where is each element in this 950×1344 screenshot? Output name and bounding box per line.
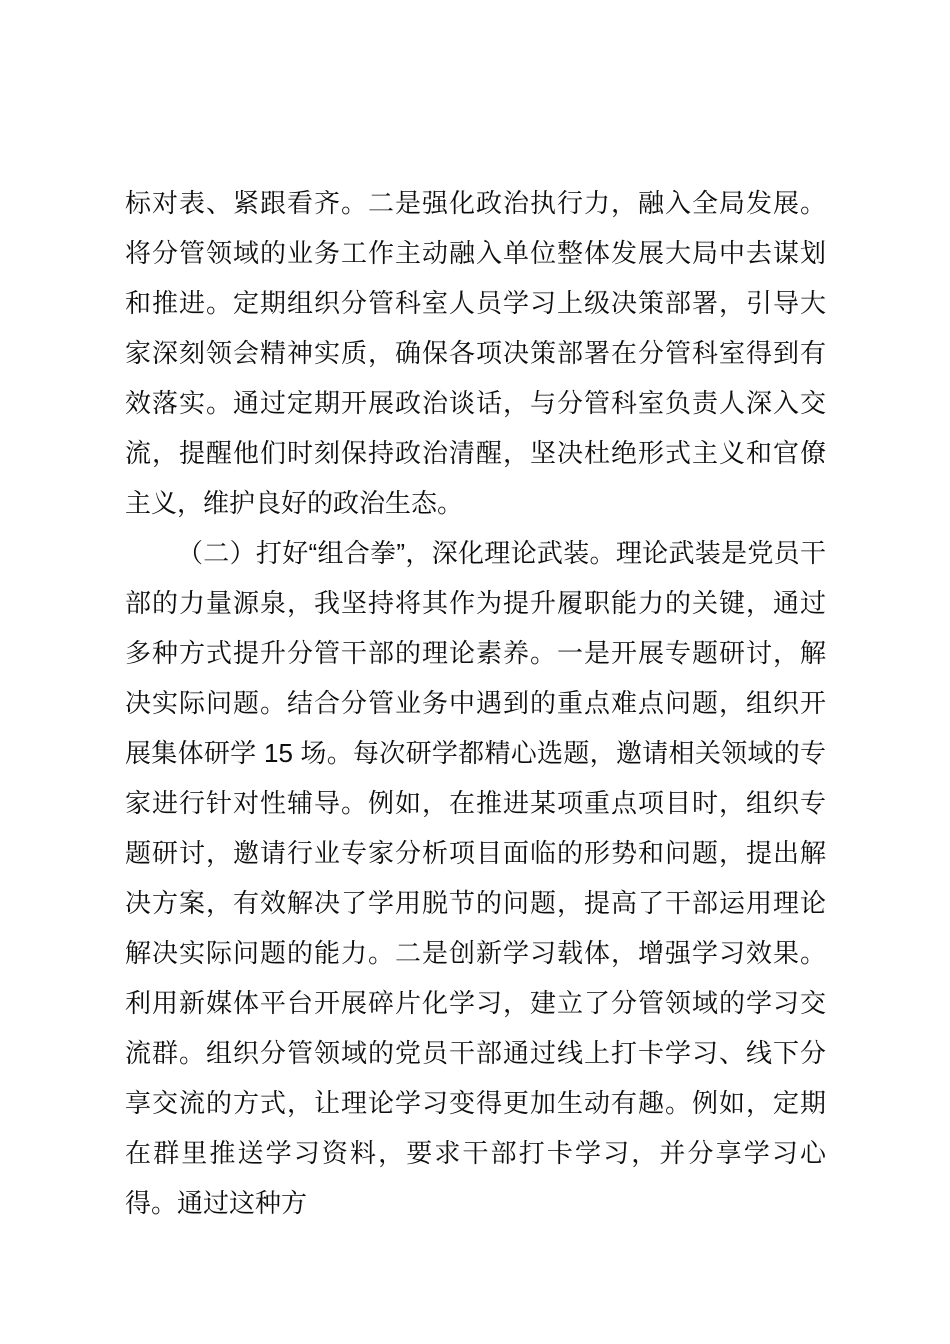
body-paragraph-continuation: 标对表、紧跟看齐。二是强化政治执行力，融入全局发展。将分管领域的业务工作主动融入单位整体发展大局中去谋划和推进。定期组织分管科室人员学习上级决策部署，引导大家深刻领会精神实质，确保各项决策部署在分管科室得到有效落实。通过定期开展政治谈话，与分管科室负责人深入交流，提醒他们时刻保持政治清醒，坚决杜绝形式主义和官僚主义，维护良好的政治生态。: [125, 188, 826, 518]
body-paragraph-section-two: （二）打好“组合拳”，深化理论武装。理论武装是党员干部的力量源泉，我坚持将其作为提升履职能力的关键，通过多种方式提升分管干部的理论素养。一是开展专题研讨，解决实际问题。结合分管业务中遇到的重点难点问题，组织开展集体研学 15 场。每次研学都精心选题，邀请相关领域的专家进行针对性辅导。例如，在推进某项重点项目时，组织专题研讨，邀请行业专家分析项目面临的形势和问题，提出解决方案，有效解决了学用脱节的问题，提高了干部运用理论解决实际问题的能力。二是创新学习载体，增强学习效果。利用新媒体平台开展碎片化学习，建立了分管领域的学习交流群。组织分管领域的党员干部通过线上打卡学习、线下分享交流的方式，让理论学习变得更加生动有趣。例如，定期在群里推送学习资料，要求干部打卡学习，并分享学习心得。通过这种方: [125, 538, 826, 1218]
